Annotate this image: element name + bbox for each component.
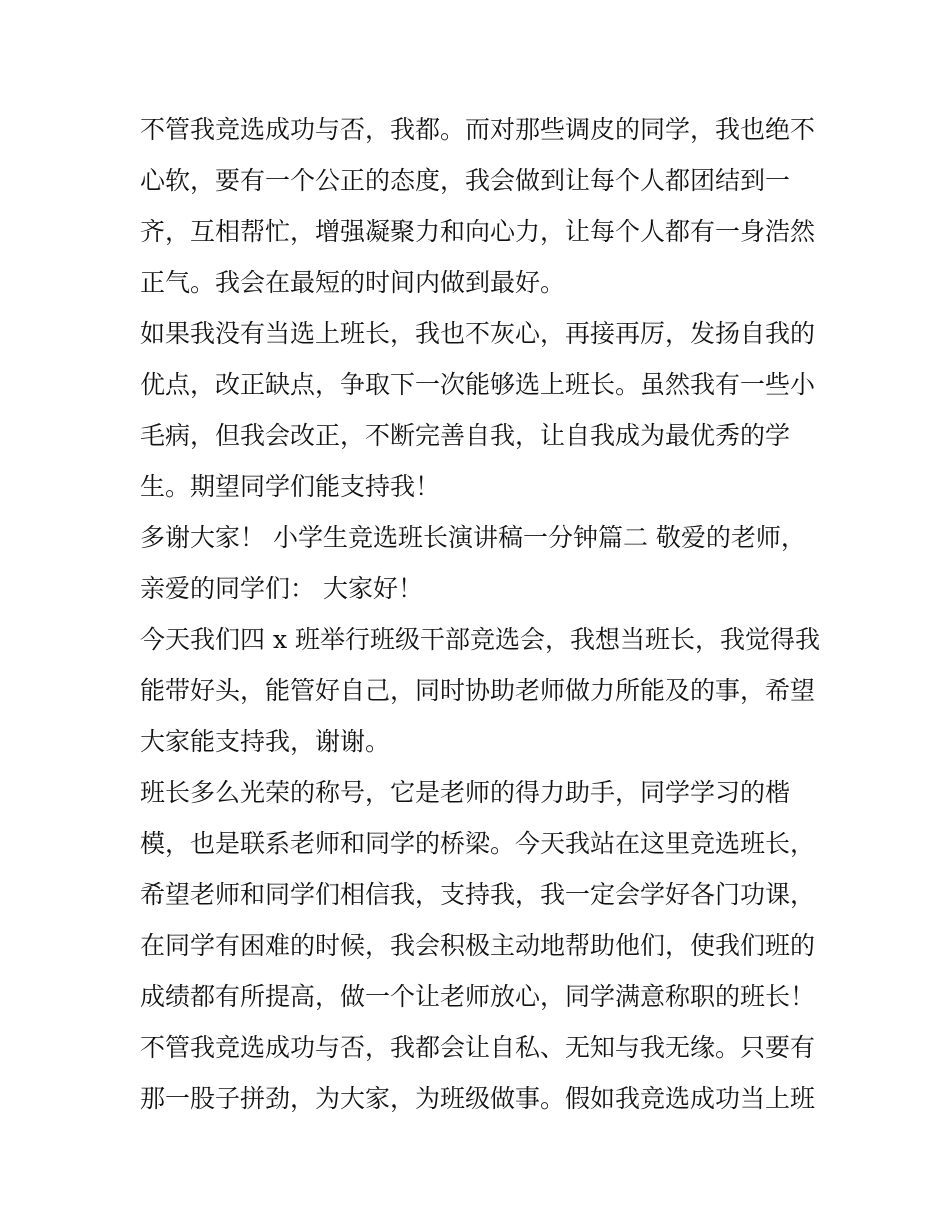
- text-line: 今天我们四 x 班举行班级干部竞选会，我想当班长，我觉得我: [140, 625, 820, 654]
- text-line: 亲爱的同学们： 大家好！: [140, 574, 423, 603]
- text-line: 那一股子拼劲，为大家，为班级做事。假如我竞选成功当上班: [140, 1084, 816, 1113]
- speech-text: [140, 104, 820, 1124]
- text-line: 班长多么光荣的称号，它是老师的得力助手，同学学习的楷: [140, 778, 791, 807]
- text-line: 模，也是联系老师和同学的桥梁。今天我站在这里竞选班长，: [140, 829, 816, 858]
- text-line: 正气。我会在最短的时间内做到最好。: [140, 268, 566, 297]
- text-line: 能带好头，能管好自己，同时协助老师做力所能及的事，希望: [140, 676, 816, 705]
- text-line: 不管我竞选成功与否，我都会让自私、无知与我无缘。只要有: [140, 1033, 816, 1062]
- text-line: 希望老师和同学们相信我，支持我，我一定会学好各门功课，: [140, 880, 816, 909]
- text-line: 优点，改正缺点，争取下一次能够选上班长。虽然我有一些小: [140, 370, 816, 399]
- text-line: 如果我没有当选上班长，我也不灰心，再接再厉，发扬自我的: [140, 319, 816, 348]
- text-line: 在同学有困难的时候，我会积极主动地帮助他们，使我们班的: [140, 931, 816, 960]
- text-line: 不管我竞选成功与否，我都。而对那些调皮的同学，我也绝不: [140, 115, 816, 144]
- text-line: 成绩都有所提高，做一个让老师放心，同学满意称职的班长！: [140, 982, 816, 1011]
- text-line: 多谢大家！ 小学生竞选班长演讲稿一分钟篇二 敬爱的老师，: [140, 523, 806, 552]
- text-line: 齐，互相帮忙，增强凝聚力和向心力，让每个人都有一身浩然: [140, 217, 816, 246]
- text-line: 生。期望同学们能支持我！: [140, 472, 441, 501]
- text-line: 毛病，但我会改正，不断完善自我，让自我成为最优秀的学: [140, 421, 791, 450]
- text-line: 心软，要有一个公正的态度，我会做到让每个人都团结到一: [140, 166, 791, 195]
- text-line: 大家能支持我，谢谢。: [140, 727, 391, 756]
